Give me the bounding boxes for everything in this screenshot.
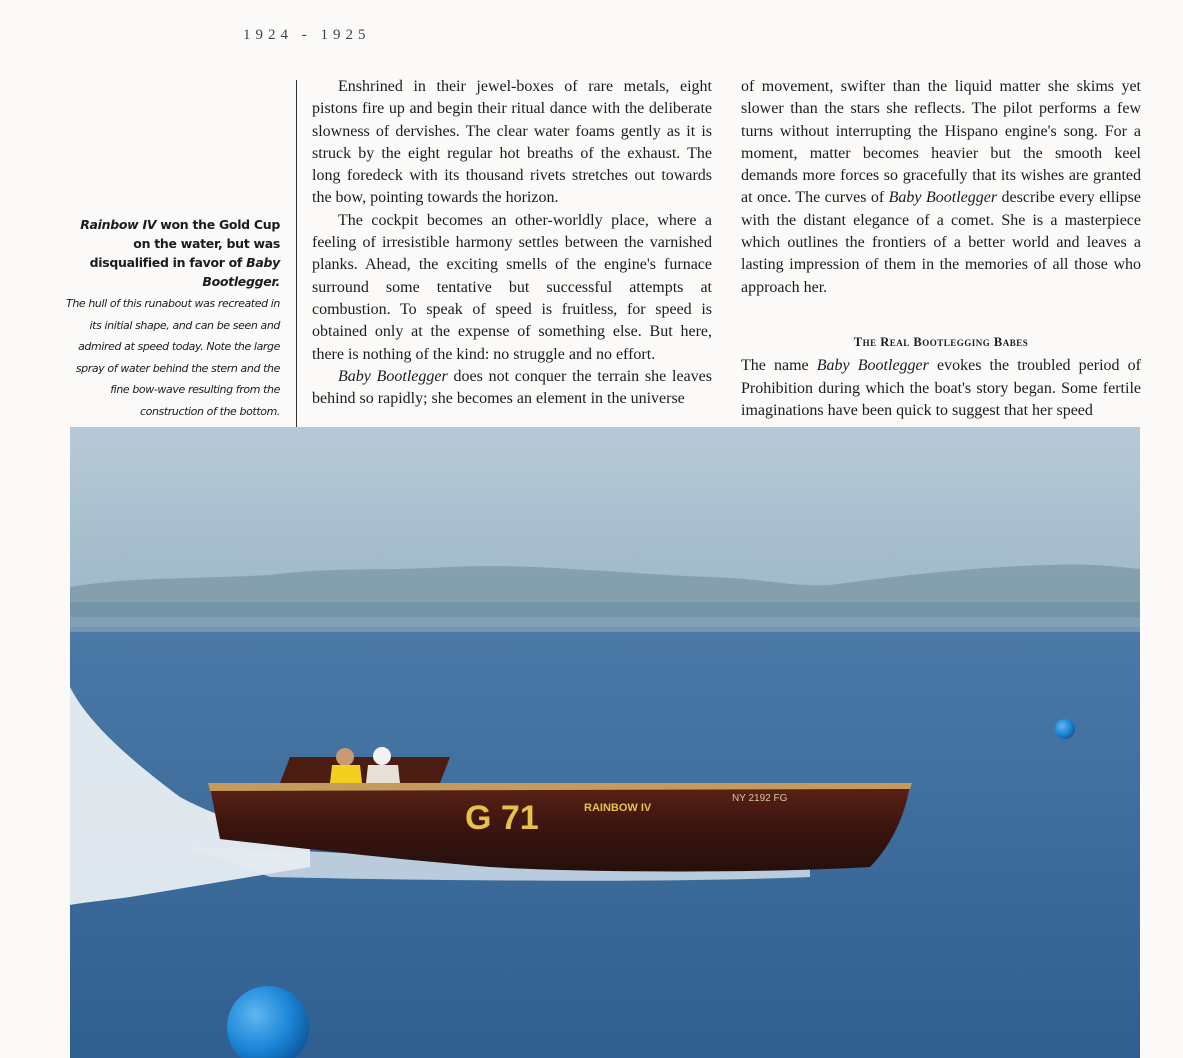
paragraph-text: does not conquer the terrain she leaves behind so rapidly; she becomes an element in the universe	[312, 367, 712, 408]
paragraph: Enshrined in their jewel-boxes of rare metals, eight pistons fire up and begin their ritual dance with the deliberate slowness of dervishes. The clear water foams gently as it is struck by the eight regular hot breaths of the exhaust. The long foredeck with its thousand rivets stretches out towards the bow, pointing towards the horizon.	[312, 78, 712, 207]
paragraph-text: describe every ellipse with the distant elegance of a comet. She is a masterpiece which outlines the frontiers of a better world and leaves a lasting impression of them in the memories of all those who approach her.	[741, 189, 1142, 296]
cockpit	[280, 757, 450, 783]
caption-lead	[66, 215, 280, 291]
column-rule	[296, 80, 297, 428]
caption-boat-name-2: Baby Bootlegger.	[202, 255, 280, 289]
paragraph-text: of movement, swifter than the liquid matter she skims yet slower than the stars she reflects. The pilot performs a few turns without interrupting the Hispano engine's song. For a moment, matter becomes heavier but the smooth keel demands more forces so gracefully that its wishes are granted at once. The curves of	[741, 78, 1141, 207]
buoy-far	[1055, 719, 1075, 739]
paragraph	[741, 76, 1141, 299]
pilot-head	[336, 748, 354, 766]
photo-caption	[66, 215, 280, 422]
registration-number: NY 2192 FG	[732, 793, 788, 804]
paragraph: The cockpit becomes an other-worldly place, where a feeling of irresistible harmony settles between the varnished planks. Ahead, the exciting smells of the engine's furnace surround some tentative but successful attempts at combustion. To speak of speed is fruitless, for speed is obtained only at the expense of something else. But here, there is nothing of the kind: no struggle and no effort.	[312, 211, 712, 363]
caption-boat-name: Rainbow IV	[80, 217, 157, 232]
paragraph-text: The name	[741, 357, 817, 375]
boat-name: Baby Bootlegger	[888, 189, 998, 207]
paragraph	[312, 366, 712, 411]
text-column-1	[312, 76, 712, 410]
section-heading: The Real Bootlegging Babes	[853, 334, 1029, 349]
caption-body: The hull of this runabout was recreated in its initial shape, and can be seen and admired at speed today. Note the large spray of water behind the stern and the fine bow-wave resulting from the construction of the bottom.	[66, 297, 280, 418]
boat-name-lettering: RAINBOW IV	[584, 802, 652, 814]
boat-name: Baby Bootlegger	[338, 367, 448, 385]
pilot-shirt	[330, 765, 362, 783]
hull-number: G 71	[465, 799, 539, 837]
paragraph	[741, 355, 1141, 422]
running-head: 1924 - 1925	[243, 27, 371, 43]
boat-name: Baby Bootlegger	[816, 357, 929, 375]
paragraph-text: evokes the troubled period of Prohibition during which the boat's story began. Some fertile imaginations have been quick to suggest that her speed	[741, 357, 1141, 419]
horizon-haze	[70, 617, 1140, 632]
caption-lead-text: won the Gold Cup on the water, but was disqualified in favor of	[89, 217, 280, 270]
passenger-cap	[373, 747, 391, 765]
boat-photo	[70, 427, 1140, 1058]
passenger-shirt	[366, 765, 400, 783]
text-column-2	[741, 76, 1141, 422]
